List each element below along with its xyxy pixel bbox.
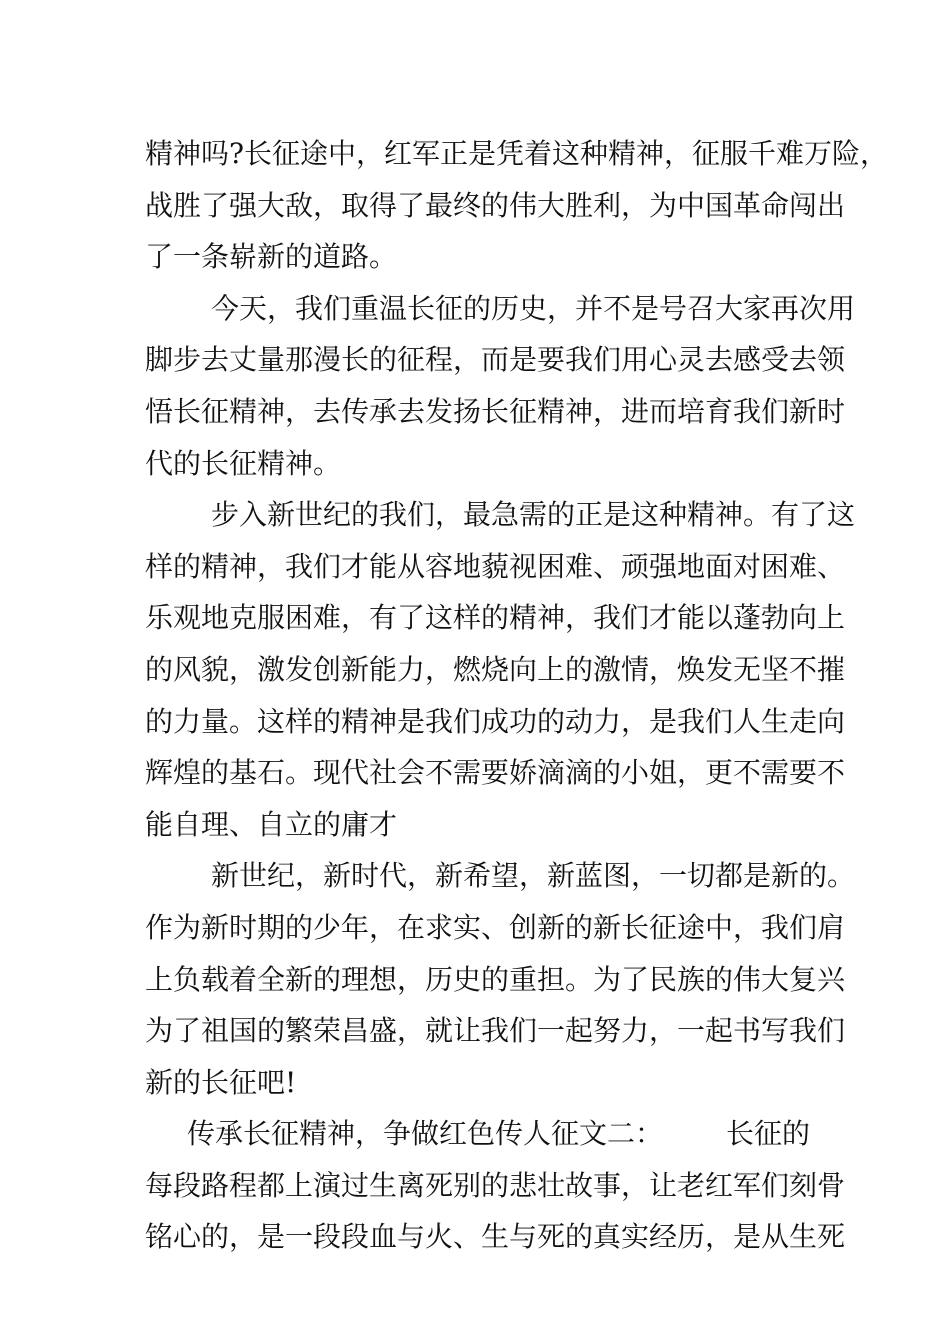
text-line: 能自理、自立的庸才	[145, 807, 398, 841]
paragraph-start-line: 新世纪，新时代，新希望，新蓝图，一切都是新的。	[211, 859, 856, 893]
text-line: 样的精神，我们才能从容地藐视困难、顽强地面对困难、	[145, 549, 846, 583]
text-line: 铭心的，是一段段血与火、生与死的真实经历，是从生死	[145, 1220, 846, 1254]
text-line: 每段路程都上演过生离死别的悲壮故事，让老红军们刻骨	[145, 1168, 846, 1202]
text-line: 了一条崭新的道路。	[145, 240, 398, 274]
text-line: 精神吗?长征途中，红军正是凭着这种精神，征服千难万险，	[145, 137, 889, 170]
essay-heading-continuation: 长征的	[725, 1117, 810, 1151]
text-line: 的风貌，激发创新能力，燃烧向上的激情，焕发无坚不摧	[145, 652, 846, 686]
text-line: 为了祖国的繁荣昌盛，就让我们一起努力，一起书写我们	[145, 1014, 846, 1048]
text-line: 代的长征精神。	[145, 446, 342, 480]
text-line: 脚步去丈量那漫长的征程，而是要我们用心灵去感受去领	[145, 343, 846, 377]
text-line: 的力量。这样的精神是我们成功的动力，是我们人生走向	[145, 704, 846, 738]
essay-heading-title: 传承长征精神，争做红色传人征文二：	[187, 1117, 664, 1151]
text-line: 新的长征吧!	[145, 1065, 297, 1099]
text-line: 作为新时期的少年，在求实、创新的新长征途中，我们肩	[145, 910, 846, 944]
text-line: 辉煌的基石。现代社会不需要娇滴滴的小姐，更不需要不	[145, 756, 846, 790]
text-line: 悟长征精神，去传承去发扬长征精神，进而培育我们新时	[145, 394, 846, 428]
text-line: 乐观地克服困难，有了这样的精神，我们才能以蓬勃向上	[145, 601, 846, 635]
paragraph-start-line: 今天，我们重温长征的历史，并不是号召大家再次用	[211, 291, 856, 325]
paragraph-start-line: 步入新世纪的我们，最急需的正是这种精神。有了这	[211, 498, 856, 532]
text-line: 战胜了强大敌，取得了最终的伟大胜利，为中国革命闯出	[145, 188, 846, 222]
body-text	[145, 128, 889, 1263]
text-line: 上负载着全新的理想，历史的重担。为了民族的伟大复兴	[145, 962, 846, 996]
essay-heading-line	[145, 1108, 810, 1160]
